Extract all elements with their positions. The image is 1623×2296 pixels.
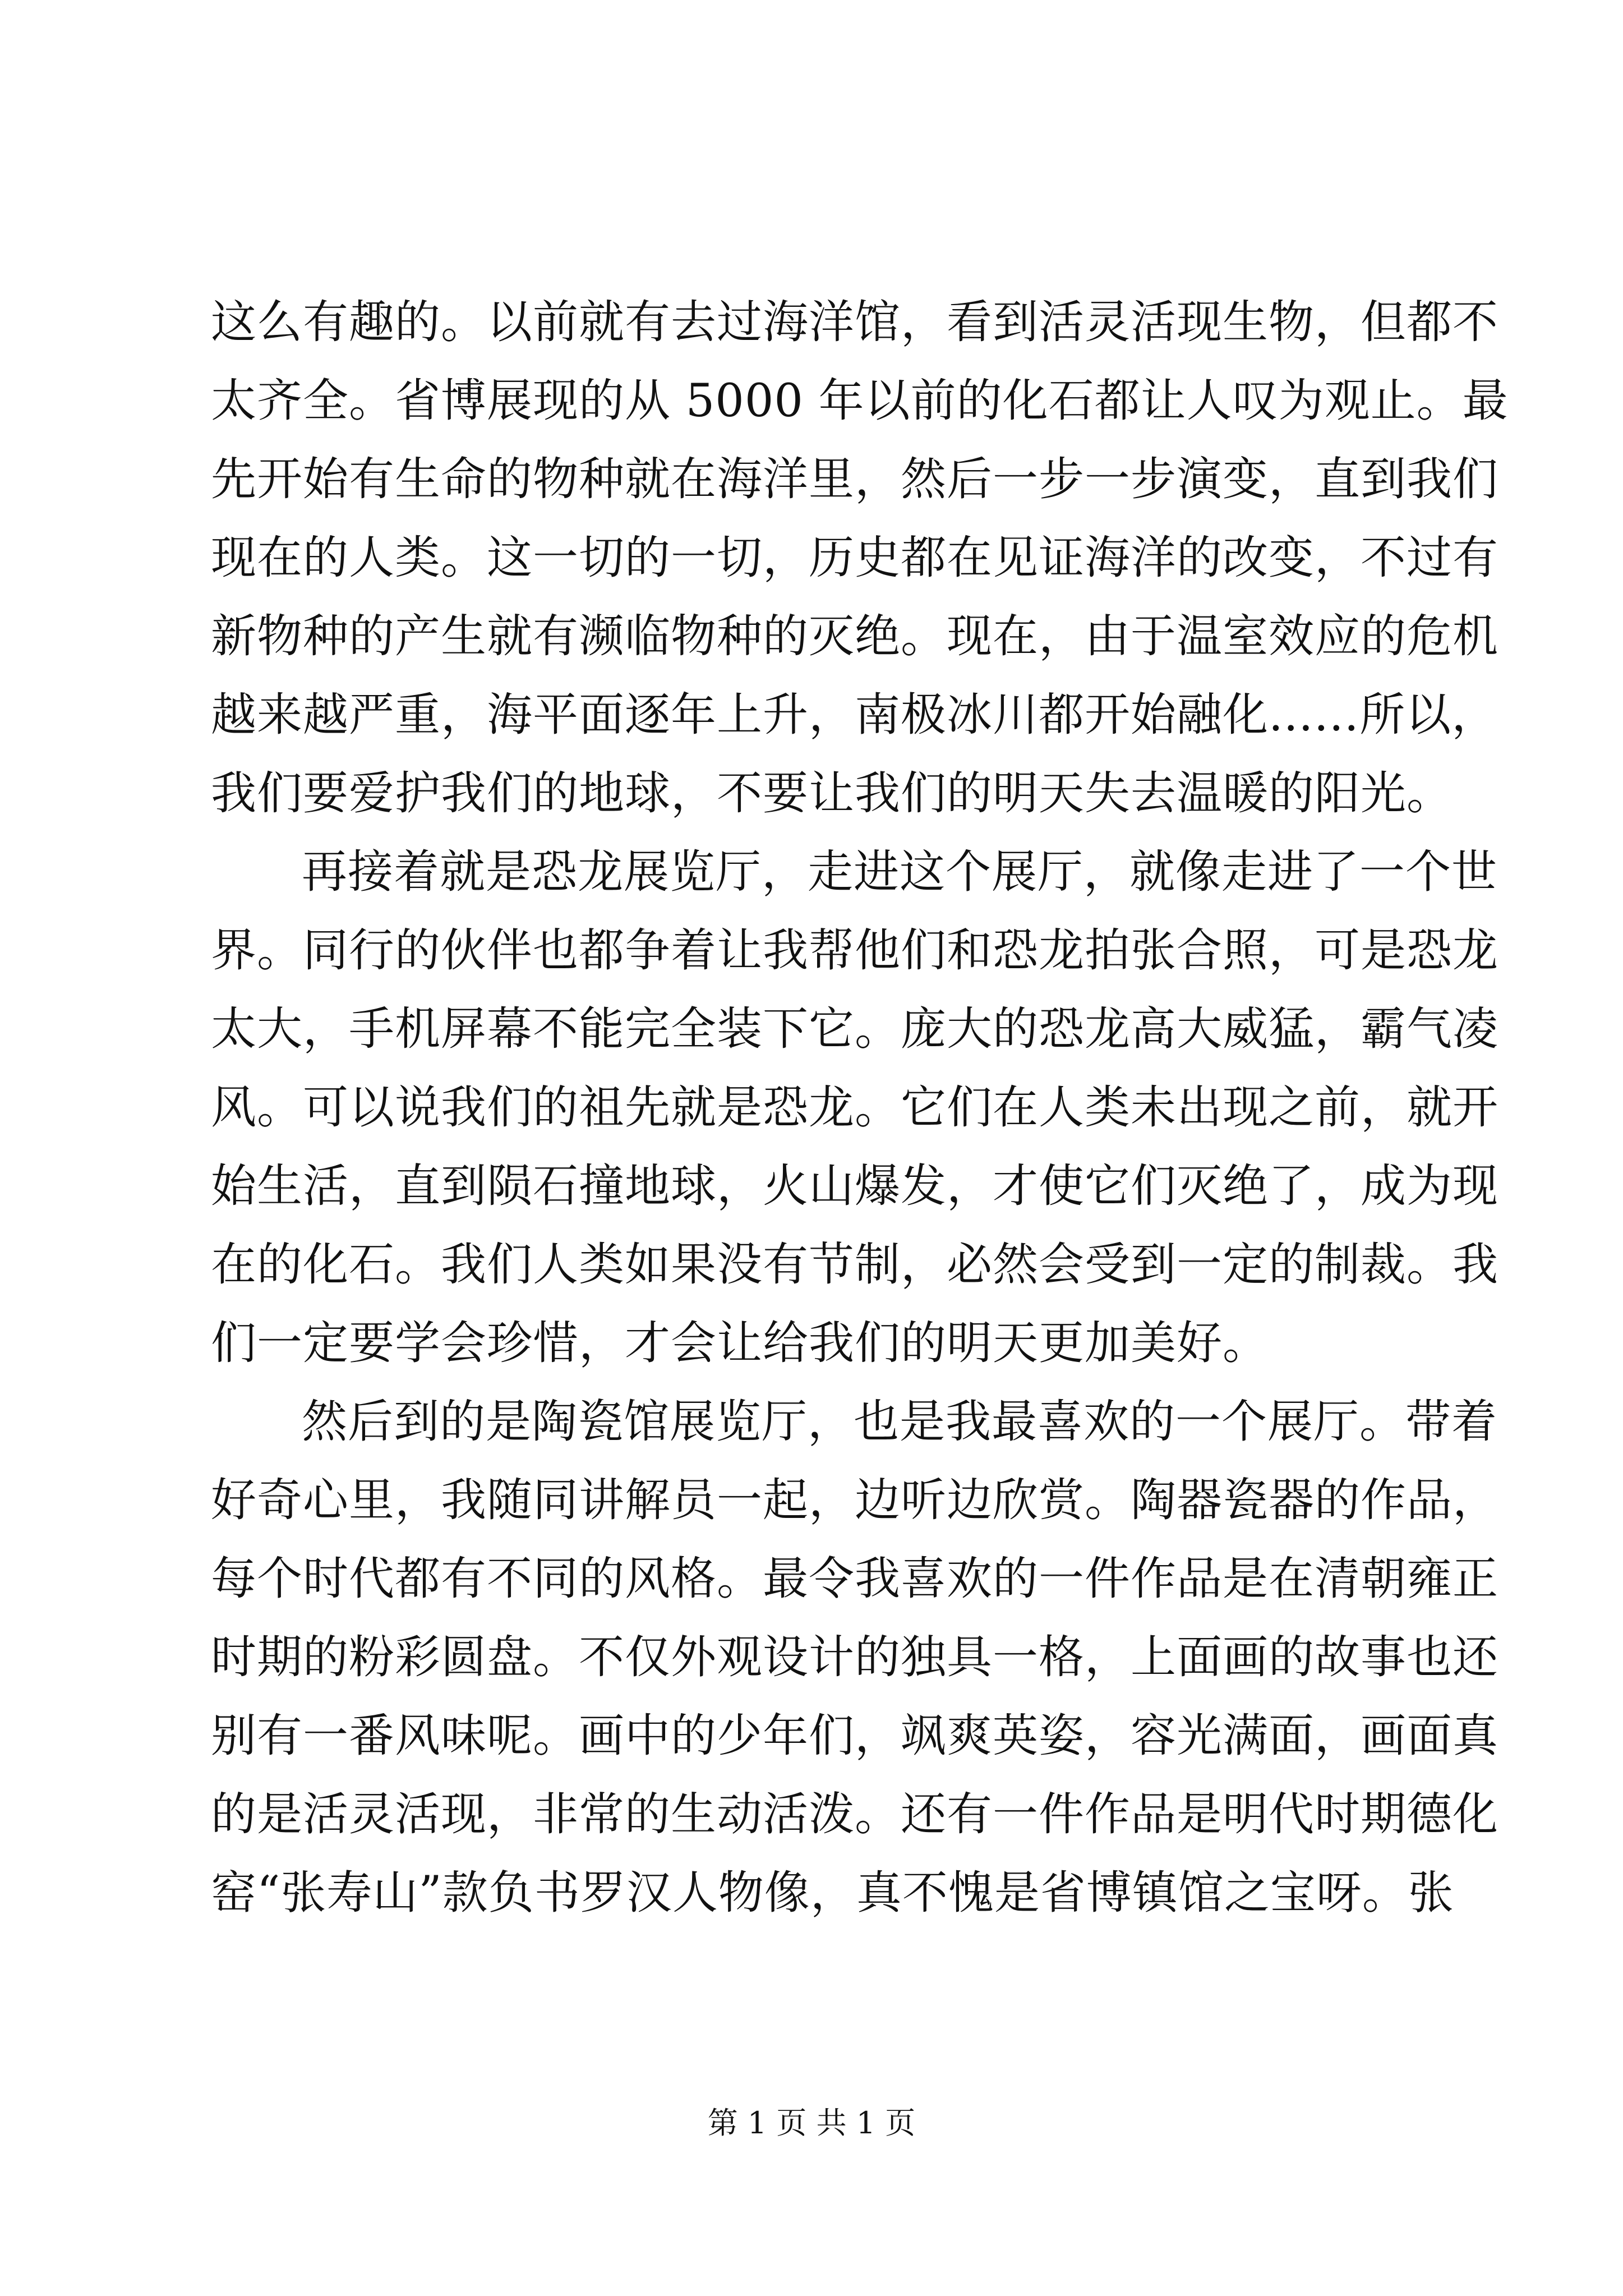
text-line: 时期的粉彩圆盘。不仅外观设计的独具一格，上面画的故事也还 [211, 1631, 1499, 1684]
text-line: 始生活，直到陨石撞地球，火山爆发，才使它们灭绝了，成为现 [211, 1160, 1499, 1213]
text-line: 太大，手机屏幕不能完全装下它。庞大的恐龙高大威猛，霸气凌 [211, 1003, 1499, 1056]
text-line: 好奇心里，我随同讲解员一起，边听边欣赏。陶器瓷器的作品， [211, 1474, 1499, 1527]
text-line: 每个时代都有不同的风格。最令我喜欢的一件作品是在清朝雍正 [211, 1553, 1499, 1605]
text-line: 再接着就是恐龙展览厅，走进这个展厅，就像走进了一个世 [302, 846, 1498, 899]
text-line: 们一定要学会珍惜，才会让给我们的明天更加美好。 [211, 1317, 1269, 1370]
text-line: 的是活灵活现，非常的生动活泼。还有一件作品是明代时期德化 [211, 1788, 1499, 1841]
document-body [211, 283, 1509, 1932]
text-line: 然后到的是陶瓷馆展览厅，也是我最喜欢的一个展厅。带着 [302, 1396, 1498, 1448]
text-line: 在的化石。我们人类如果没有节制，必然会受到一定的制裁。我 [211, 1239, 1499, 1291]
text-line: 现在的人类。这一切的一切，历史都在见证海洋的改变，不过有 [211, 532, 1499, 585]
text-line: 新物种的产生就有濒临物种的灭绝。现在，由于温室效应的危机 [211, 610, 1499, 663]
text-line: 太齐全。省博展现的从 5000 年以前的化石都让人叹为观止。最 [211, 375, 1509, 427]
text-line: 界。同行的伙伴也都争着让我帮他们和恐龙拍张合照，可是恐龙 [211, 924, 1499, 977]
text-line: 窑“张寿山”款负书罗汉人物像，真不愧是省博镇馆之宝呀。张 [211, 1867, 1454, 1920]
text-line: 先开始有生命的物种就在海洋里，然后一步一步演变，直到我们 [211, 453, 1499, 506]
page-number-footer: 第 1 页 共 1 页 [707, 2105, 916, 2141]
text-line: 这么有趣的。以前就有去过海洋馆，看到活灵活现生物，但都不 [211, 296, 1499, 349]
text-line: 风。可以说我们的祖先就是恐龙。它们在人类未出现之前，就开 [211, 1082, 1499, 1134]
text-line: 别有一番风味呢。画中的少年们，飒爽英姿，容光满面，画面真 [211, 1710, 1499, 1763]
text-line: 越来越严重，海平面逐年上升，南极冰川都开始融化...…所以， [211, 689, 1498, 742]
text-line: 我们要爱护我们的地球，不要让我们的明天失去温暖的阳光。 [211, 767, 1453, 820]
